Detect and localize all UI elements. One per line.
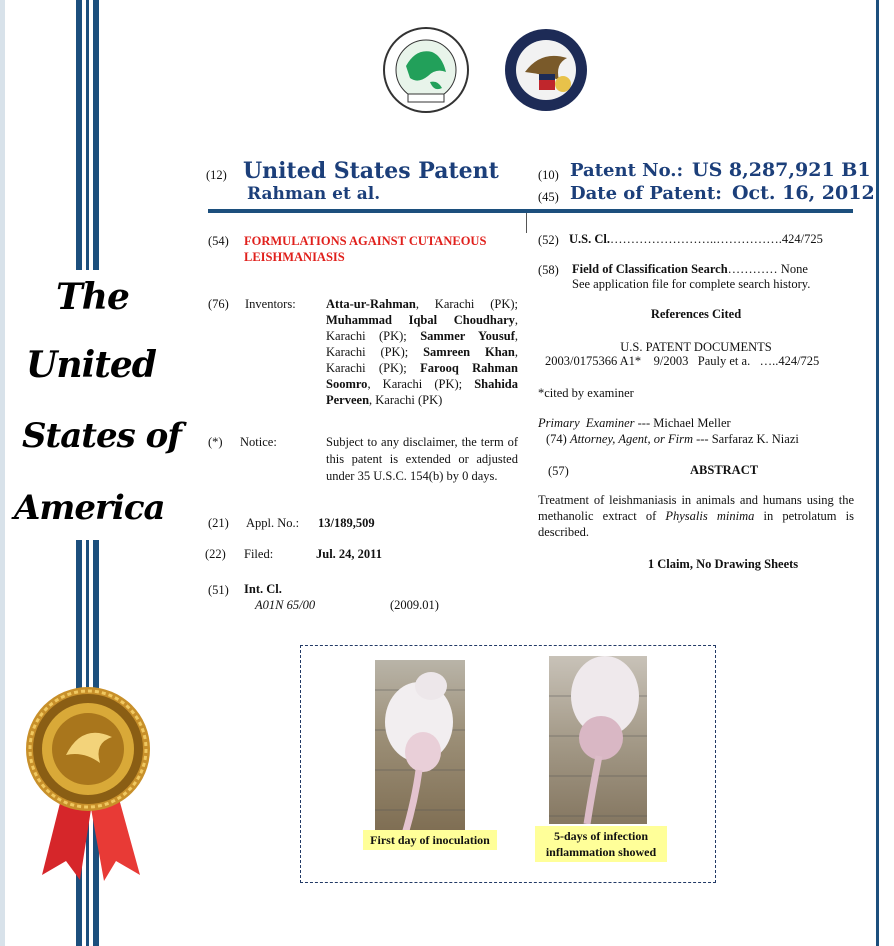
USPTO-seal-logo <box>503 28 589 112</box>
abstract-text <box>538 492 854 540</box>
gold-seal-ribbon-icon <box>22 685 154 885</box>
notice-text: Subject to any disclaimer, the term of this patent is extended or adjusted under 35 U.S.C. 154(b) by 0 days. <box>326 435 518 483</box>
inventor-name: Sammer Yousuf <box>420 329 515 343</box>
examiner-label: Primary Examiner <box>538 416 635 430</box>
caption-day5 <box>535 826 667 862</box>
date-label: Date of Patent: <box>570 183 722 204</box>
notice-label: Notice: <box>240 435 277 449</box>
inventor-name: Atta-ur-Rahman <box>326 297 416 311</box>
code-22: (22) <box>205 547 226 561</box>
filed-date: Jul. 24, 2011 <box>316 547 382 561</box>
abstract-part: Treatment of leishmaniasis in animals and humans using the methanolic extract of <box>538 493 854 523</box>
inventor-name: Shahida Perveen <box>326 377 518 407</box>
intcl-label: Int. Cl. <box>244 582 282 596</box>
separator: --- <box>692 432 712 446</box>
us-cl-dots: ……………………..……………. <box>609 232 782 246</box>
code-45: (45) <box>538 190 559 204</box>
inventor-location: , Karachi (PK); <box>326 313 518 343</box>
field-search-value: None <box>777 262 808 276</box>
appl-label: Appl. No.: <box>246 516 300 530</box>
invention-title-line: LEISHMANIASIS <box>244 250 345 264</box>
patent-no-label: Patent No.: <box>570 160 684 181</box>
us-cl-label: U.S. Cl. <box>569 232 610 246</box>
us-cl <box>569 232 823 247</box>
sidebar-line-1: The <box>56 276 129 318</box>
intcl-class: A01N 65/00 <box>255 598 316 612</box>
filed-label: Filed: <box>244 547 274 561</box>
separator: --- <box>634 416 654 430</box>
primary-examiner <box>538 416 731 431</box>
sidebar-line-2: United <box>26 344 156 386</box>
attorney-name: Sarfaraz K. Niazi <box>711 432 799 446</box>
field-search-label: Field of Classification Search <box>572 262 728 276</box>
inventor-name: Farooq Rahman Soomro <box>326 361 518 391</box>
code-12: (12) <box>206 168 227 182</box>
caption-day1: First day of inoculation <box>363 830 497 850</box>
inventor-location: , Karachi (PK); <box>326 345 518 375</box>
header-rule <box>208 209 853 213</box>
left-edge <box>0 0 5 946</box>
code-54: (54) <box>208 234 229 248</box>
caption-line: 5-days of infection <box>554 829 648 843</box>
abstract-title: ABSTRACT <box>690 463 759 477</box>
code-58: (58) <box>538 263 559 277</box>
patent-heading: United States Patent <box>243 158 499 184</box>
inventor-short: Rahman et al. <box>247 184 381 204</box>
reference-row: 2003/0175366 A1* 9/2003 Pauly et a. …..424/725 <box>545 354 820 368</box>
patent-date: Oct. 16, 2012 <box>732 182 875 204</box>
figure-box <box>300 645 716 883</box>
abstract-species: Physalis minima <box>665 509 755 523</box>
invention-title <box>244 233 486 265</box>
code-76: (76) <box>208 297 229 311</box>
attorney <box>546 432 799 447</box>
code-10: (10) <box>538 168 559 182</box>
mouse-photo-day5 <box>549 656 647 824</box>
patent-number: US 8,287,921 B1 <box>692 159 871 181</box>
cited-by-examiner: *cited by examiner <box>538 386 634 400</box>
inventor-location: , Karachi (PK); <box>326 329 518 359</box>
code-notice: (*) <box>208 435 223 449</box>
inventor-location: , Karachi (PK); <box>367 377 475 391</box>
ICCBS-logo <box>380 26 472 114</box>
code-52: (52) <box>538 233 559 247</box>
caption-line: inflammation showed <box>545 845 657 859</box>
field-search-dots: ………… <box>727 262 778 276</box>
inventor-location: , Karachi (PK) <box>369 393 443 407</box>
inventor-location: , Karachi (PK); <box>415 297 518 311</box>
us-patent-documents-title: U.S. PATENT DOCUMENTS <box>620 340 772 354</box>
sidebar-title <box>8 270 181 540</box>
appl-number: 13/189,509 <box>318 516 375 530</box>
inventor-name: Samreen Khan <box>423 345 515 359</box>
abstract-part: in petrolatum is described. <box>538 509 855 539</box>
us-cl-value: 424/725 <box>781 232 823 246</box>
mouse-photo-day1 <box>375 660 465 834</box>
references-cited-title: References Cited <box>650 307 742 321</box>
right-border <box>876 0 879 946</box>
sidebar-line-4: America <box>14 488 165 528</box>
column-divider <box>526 213 527 233</box>
inventors-label: Inventors: <box>245 297 296 311</box>
code-51: (51) <box>208 583 229 597</box>
invention-title-line: FORMULATIONS AGAINST CUTANEOUS <box>244 234 487 248</box>
examiner-name: Michael Meller <box>653 416 731 430</box>
attorney-label: Attorney, Agent, or Firm <box>569 432 693 446</box>
code-74: (74) <box>546 432 570 446</box>
inventor-name: Muhammad Iqbal Choudhary <box>326 313 515 327</box>
code-21: (21) <box>208 516 229 530</box>
field-search-note: See application file for complete search history. <box>572 277 811 291</box>
intcl-year: (2009.01) <box>390 598 439 612</box>
field-search <box>572 262 808 277</box>
sidebar-line-3: States of <box>22 416 181 456</box>
claims-summary: 1 Claim, No Drawing Sheets <box>647 557 799 571</box>
code-57: (57) <box>548 464 569 478</box>
inventors-list <box>326 296 518 408</box>
